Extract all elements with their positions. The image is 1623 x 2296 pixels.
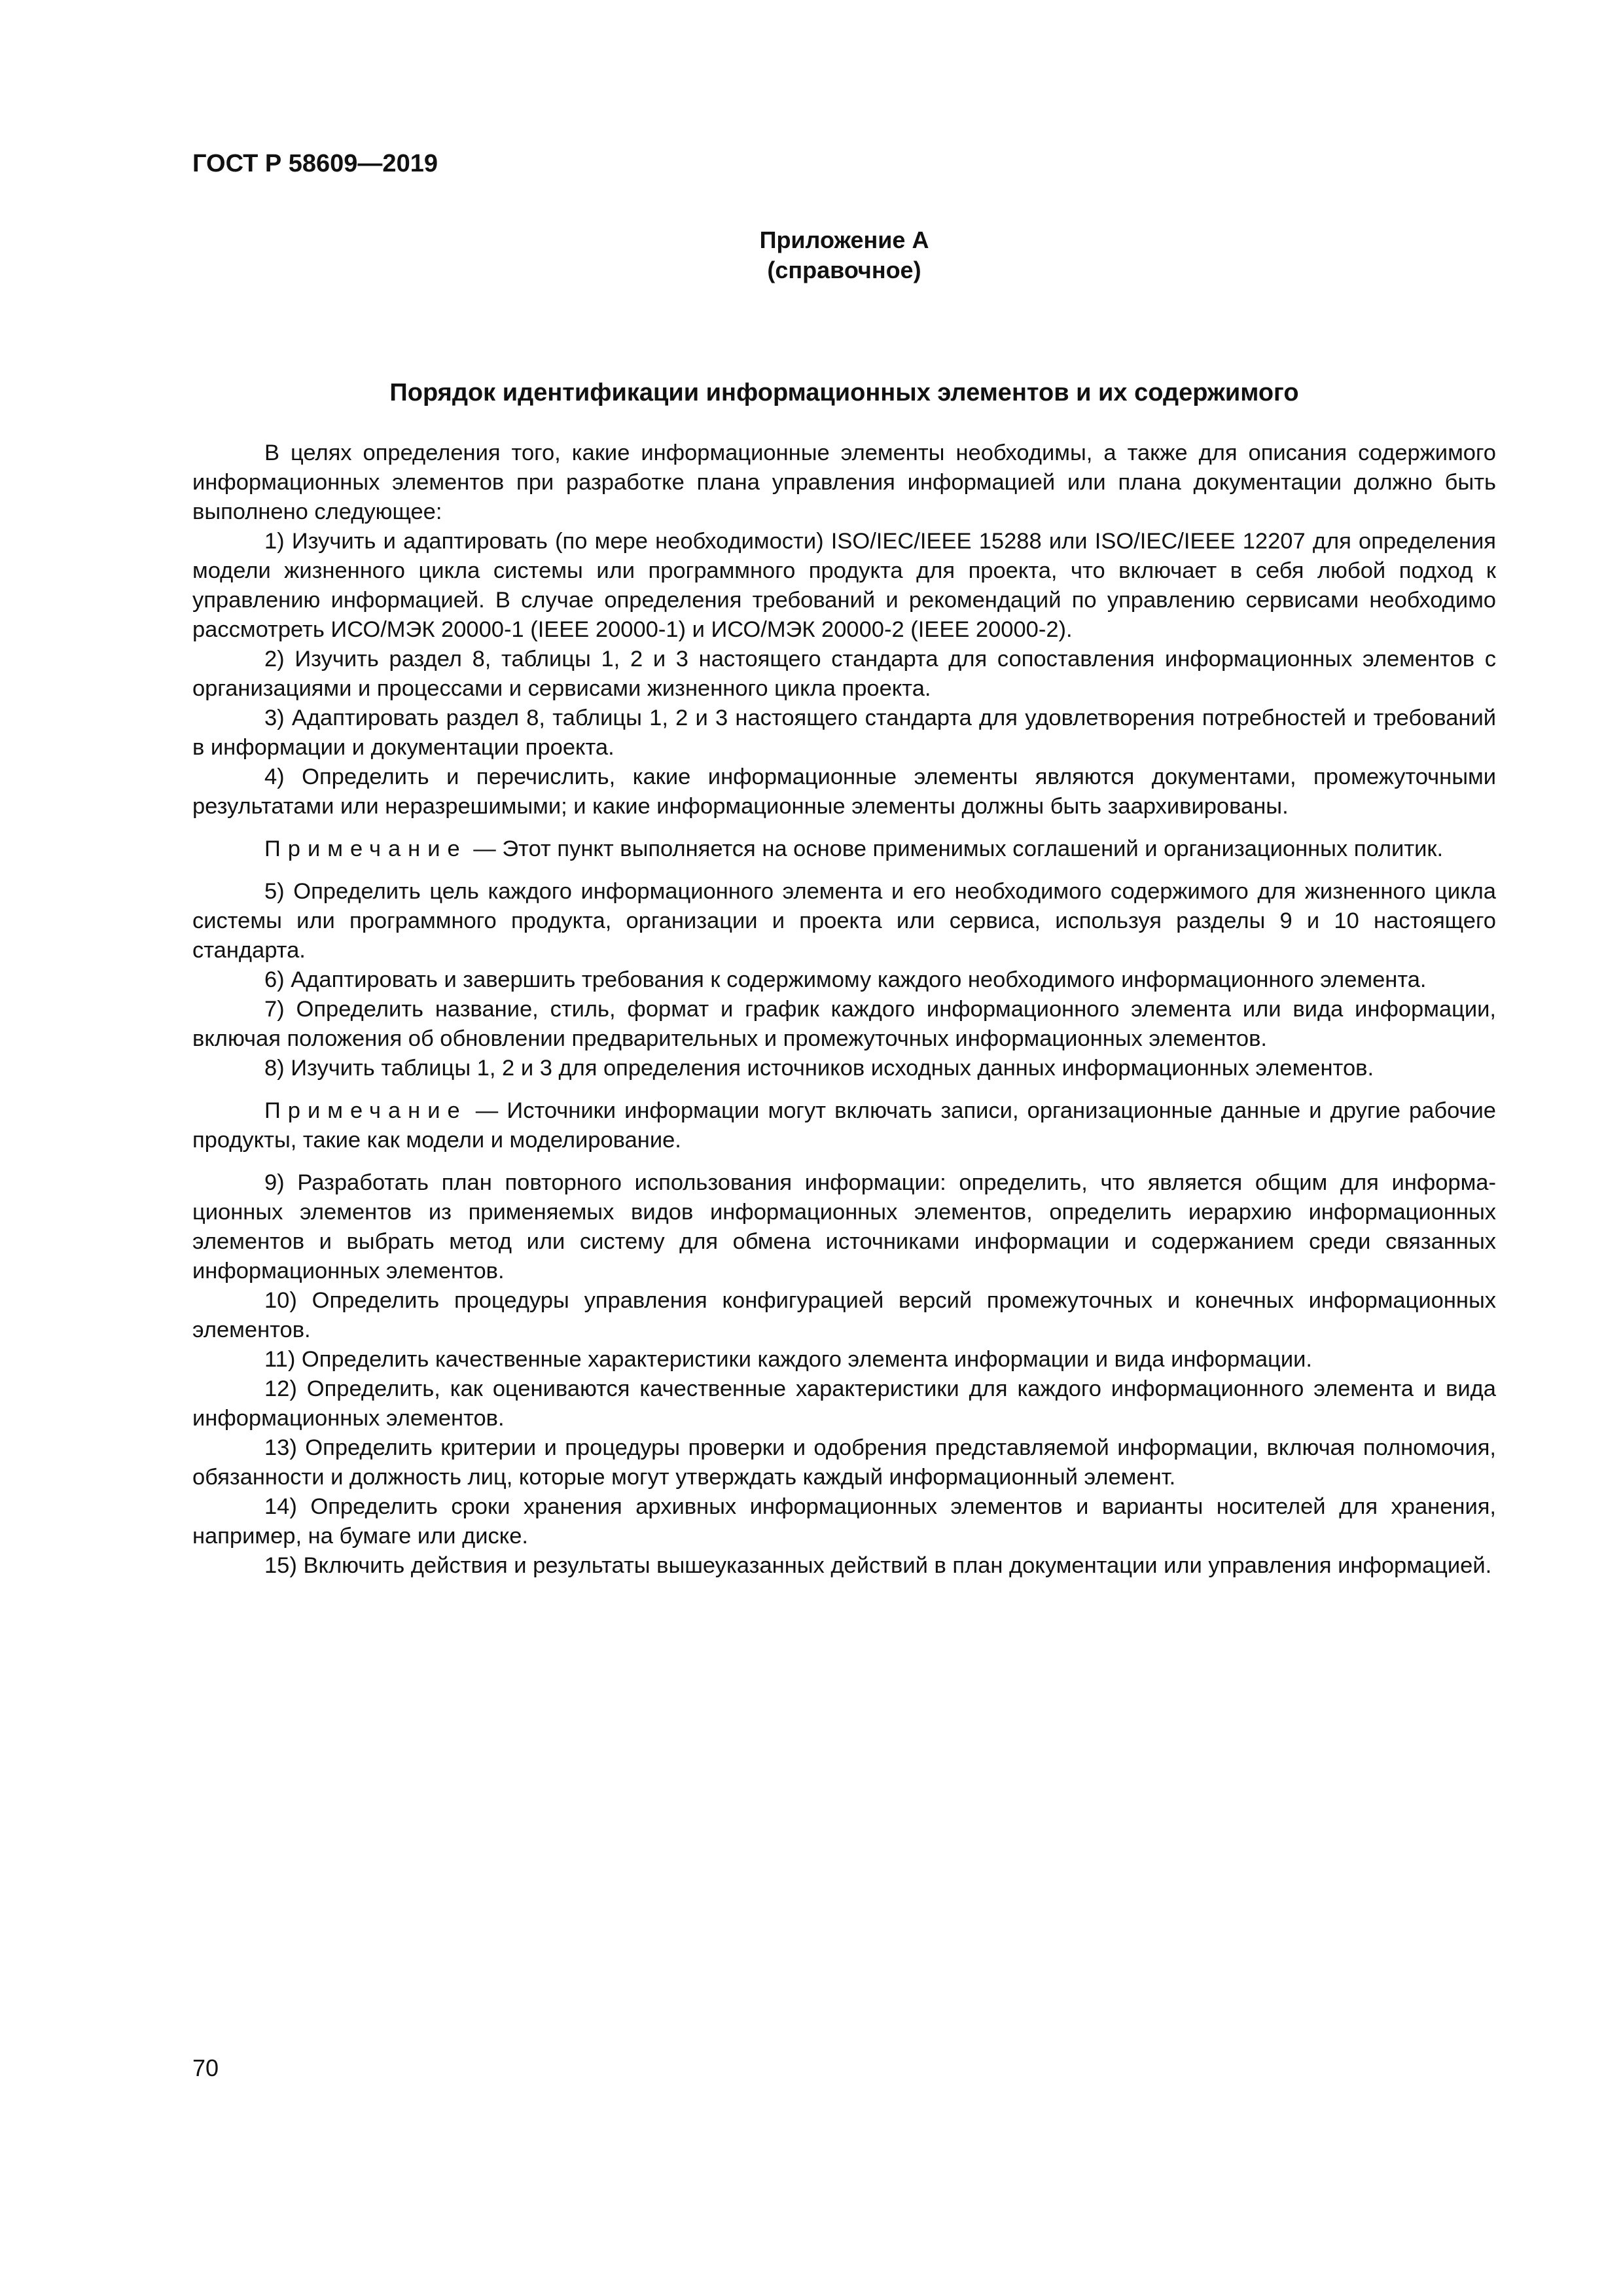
note-2 <box>192 1096 1496 1155</box>
list-item-9: 9) Разработать план повторного использования информации: определить, что является общим для информационных элементов из применяемых видов информационных элементов, определить иерархию информационных элементов и выбрать метод или систему для обмена источниками информации и содержанием среди связанных информационных элементов. <box>192 1170 1496 1283</box>
body-text <box>192 439 1496 1581</box>
note-text: — Этот пункт выполняется на основе применимых соглашений и организационных политик. <box>467 836 1444 861</box>
note-label: Примечание <box>264 1098 467 1123</box>
list-item-3: 3) Адаптировать раздел 8, таблицы 1, 2 и 3 настоящего стандарта для удовлетворения потребностей и требований в информации и документации проекта. <box>192 706 1496 760</box>
appendix-kind: (справочное) <box>767 257 921 283</box>
list-item-7: 7) Определить название, стиль, формат и график каждого информационного элемента или вида информации, включая положения об обновлении предварительных и промежуточных информационных элементов. <box>192 997 1496 1051</box>
list-item-11: 11) Определить качественные характеристики каждого элемента информации и вида информации. <box>264 1347 1312 1372</box>
note-label: Примечание <box>264 836 467 861</box>
list-item-13: 13) Определить критерии и процедуры проверки и одобрения представляемой информации, включая полномочия, обязанности и должность лиц, которые могут утверждать каждый информационный элемент. <box>192 1435 1496 1490</box>
page-number: 70 <box>192 2054 219 2081</box>
section-title: Порядок идентификации информационных элементов и их содержимого <box>389 379 1299 406</box>
list-item-15: 15) Включить действия и результаты вышеуказанных действий в план документации или управления информацией. <box>264 1553 1492 1578</box>
note-text: — Источники информации могут включать записи, организационные данные и другие рабочие продукты, такие как модели и моделирование. <box>192 1098 1496 1153</box>
appendix-heading <box>192 225 1496 285</box>
list-item-5: 5) Определить цель каждого информационного элемента и его необходимого содержимого для жизненного цикла системы или программного продукта, организации и проекта или сервиса, используя разделы 9 и 10 настоящего стандарта. <box>192 879 1496 963</box>
list-item-1: 1) Изучить и адаптировать (по мере необходимости) ISO/IEC/IEEE 15288 или ISO/IEC/IEEE 12207 для определения модели жизненного цикла системы или программного продукта для проекта, что включает в себя любой подход к управлению информацией. В случае определения требований и рекомендаций по управлению сервисами необходимо рассмотреть ИСО/МЭК 20000-1 (IEEE 20000-1) и ИСО/МЭК 20000-2 (IEEE 20000-2). <box>192 529 1496 642</box>
paragraph-intro: В целях определения того, какие информационные элементы необходимы, а также для описания содержимого информационных элементов при разработке плана управления информацией или плана документации должно быть выполнено следующее: <box>192 440 1496 524</box>
list-item-2: 2) Изучить раздел 8, таблицы 1, 2 и 3 настоящего стандарта для сопоставления информационных элементов с организациями и процессами и сервисами жизненного цикла проекта. <box>192 647 1496 701</box>
list-item-10: 10) Определить процедуры управления конфигурацией версий промежуточных и конечных информационных элементов. <box>192 1288 1496 1342</box>
note-1 <box>192 834 1496 864</box>
appendix-title: Приложение А <box>759 226 929 253</box>
list-item-14: 14) Определить сроки хранения архивных информационных элементов и варианты носителей для хранения, например, на бумаге или диске. <box>192 1494 1496 1549</box>
list-item-12: 12) Определить, как оцениваются качественные характеристики для каждого информационного элемента и вида информационных элементов. <box>192 1376 1496 1431</box>
standard-designation: ГОСТ Р 58609—2019 <box>192 150 438 177</box>
list-item-8: 8) Изучить таблицы 1, 2 и 3 для определения источников исходных данных информационных элементов. <box>264 1056 1374 1081</box>
list-item-4: 4) Определить и перечислить, какие информационные элементы являются документами, промежуточными результатами или неразрешимыми; и какие информационные элементы должны быть заархивированы. <box>192 764 1496 819</box>
list-item-6: 6) Адаптировать и завершить требования к содержимому каждого необходимого информационного элемента. <box>264 967 1427 992</box>
